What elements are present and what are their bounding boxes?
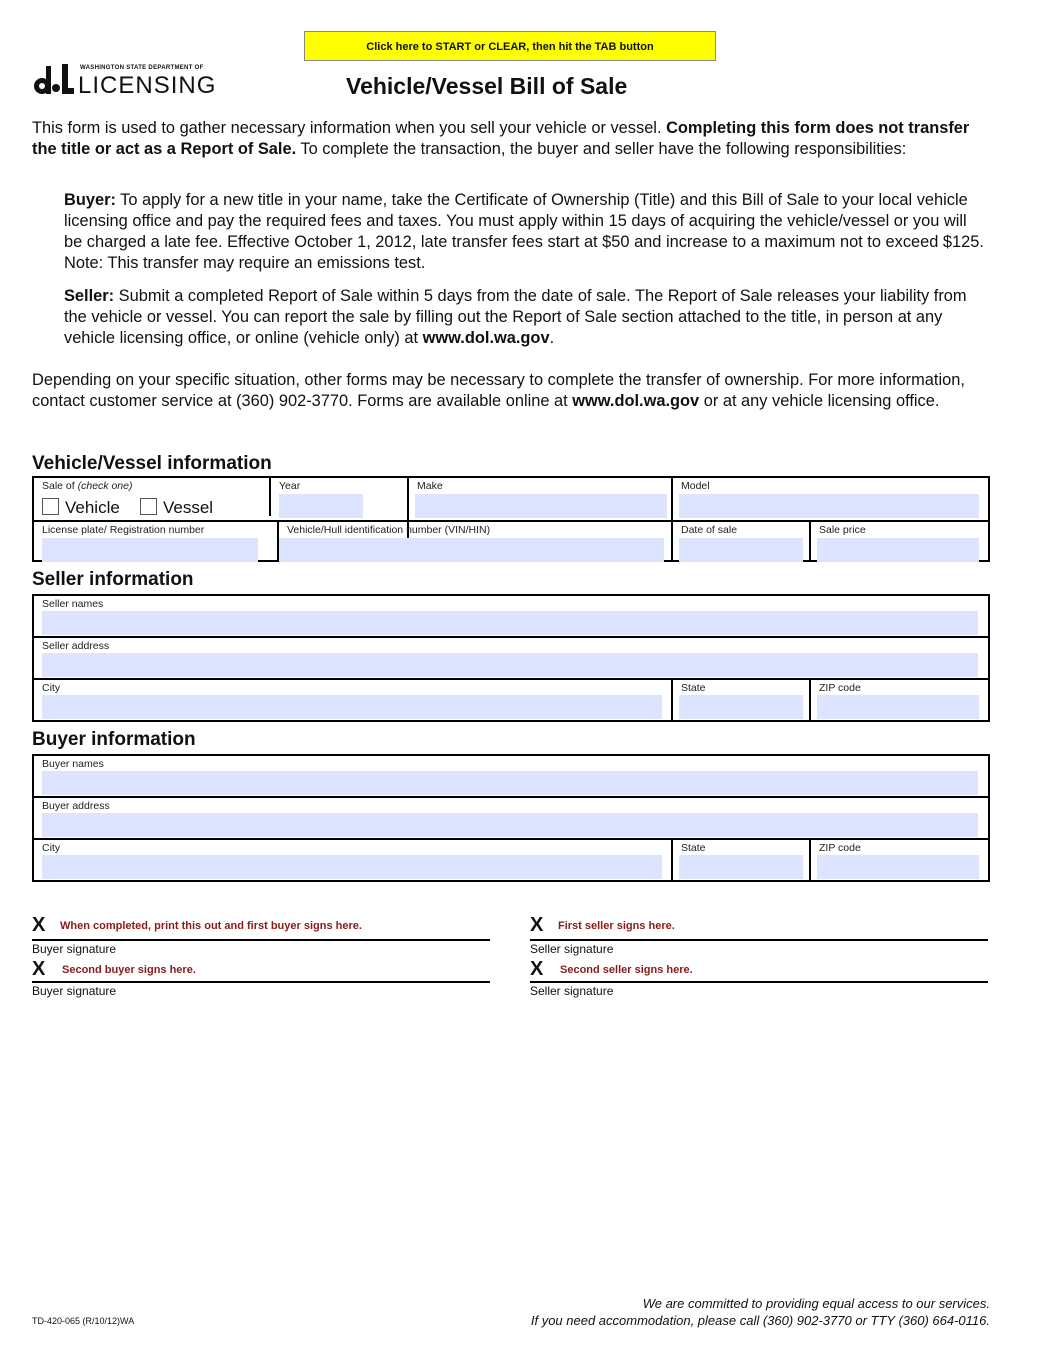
seller-zip-label: ZIP code (819, 682, 861, 694)
buyer-city-input[interactable] (42, 855, 662, 879)
seller-resp-url: www.dol.wa.gov (422, 329, 550, 347)
seller-zip-cell (811, 680, 988, 720)
price-input[interactable] (817, 538, 979, 562)
intro-text-1: This form is used to gather necessary information when you sell your vehicle or vessel. (32, 119, 667, 137)
buyer-resp-label: Buyer: (64, 191, 116, 209)
buyer-address-cell (34, 798, 988, 838)
vehicle-checkbox[interactable] (42, 498, 59, 515)
seller-city-input[interactable] (42, 695, 662, 719)
vin-input[interactable] (279, 538, 664, 562)
buyer-state-input[interactable] (679, 855, 803, 879)
make-cell (409, 478, 671, 520)
page-title: Vehicle/Vessel Bill of Sale (346, 73, 628, 99)
sale-of-cell (34, 478, 269, 520)
buyer-section-title: Buyer information (32, 729, 196, 750)
date-label: Date of sale (681, 524, 738, 536)
buyer-city-cell (34, 840, 671, 880)
vessel-option[interactable] (140, 498, 213, 518)
buyer-address-label: Buyer address (42, 800, 110, 812)
footer-accessibility-line-1: We are committed to providing equal access to our services. (642, 1296, 990, 1311)
buyer-names-label: Buyer names (42, 758, 104, 770)
seller-names-cell (34, 596, 988, 636)
sale-of-hint: (check one) (77, 480, 133, 492)
seller-names-input[interactable] (42, 611, 978, 635)
buyer-resp-text: To apply for a new title in your name, take the Certificate of Ownership (Title) and this Bill of Sale to your local vehicle licensing office and pay the required fees and taxes. You must apply within 15 days of acquiring the vehicle/vessel or you will be charged a late fee. Effective October 1, 2012, late transfer fees start at $50 and increase to a maximum not to exceed $125. Note: This transfer may require an emissions test. (64, 191, 984, 272)
buyer2-signature-line[interactable] (32, 981, 490, 983)
seller-state-label: State (681, 682, 706, 694)
seller-address-label: Seller address (42, 640, 110, 652)
buyer1-signature-label: Buyer signature (32, 942, 117, 956)
plate-input[interactable] (42, 538, 258, 562)
plate-cell (34, 522, 277, 560)
intro-bold-text: Completing this form does not transfer the title or act as a Report of Sale. (32, 119, 970, 158)
seller-address-input[interactable] (42, 653, 978, 677)
seller1-signature-line[interactable] (530, 939, 988, 941)
make-input[interactable] (415, 494, 667, 518)
intro-paragraph (32, 118, 972, 160)
seller2-signature-line[interactable] (530, 981, 988, 983)
buyer-names-input[interactable] (42, 771, 978, 795)
buyer-zip-input[interactable] (817, 855, 979, 879)
intro-text-2: To complete the transaction, the buyer and seller have the following responsibilities: (296, 140, 907, 158)
sale-of-label (42, 480, 132, 492)
seller-info-table (32, 594, 990, 722)
buyer-zip-cell (811, 840, 988, 880)
seller-city-label: City (42, 682, 61, 694)
seller-resp-end: . (549, 329, 555, 347)
more-info-text-2: or at any vehicle licensing office. (699, 392, 940, 410)
buyer-city-label: City (42, 842, 61, 854)
logo-licensing-text: LICENSING (78, 72, 217, 99)
buyer-state-label: State (681, 842, 706, 854)
price-label: Sale price (819, 524, 866, 536)
seller-names-label: Seller names (42, 598, 104, 610)
seller-city-cell (34, 680, 671, 720)
seller2-sign-mark: X (530, 958, 544, 980)
buyer-state-cell (673, 840, 809, 880)
sale-of-label-text: Sale of (42, 480, 78, 492)
vehicle-section-title: Vehicle/Vessel information (32, 453, 272, 474)
dol-logo (32, 62, 242, 98)
model-label: Model (681, 480, 710, 492)
vin-label: Vehicle/Hull identification number (VIN/HIN) (287, 524, 491, 536)
dol-logo-icon (32, 62, 74, 96)
year-cell (271, 478, 407, 520)
year-input[interactable] (279, 494, 363, 518)
seller2-sign-hint: Second seller signs here. (560, 964, 693, 976)
vessel-option-label: Vessel (163, 498, 214, 517)
buyer1-sign-hint: When completed, print this out and first buyer signs here. (60, 920, 362, 932)
seller-zip-input[interactable] (817, 695, 979, 719)
logo-department-text: WASHINGTON STATE DEPARTMENT OF (80, 65, 204, 71)
buyer-info-table (32, 754, 990, 882)
model-input[interactable] (679, 494, 979, 518)
date-cell (673, 522, 809, 560)
seller-section-title: Seller information (32, 569, 194, 590)
buyer-names-cell (34, 756, 988, 796)
buyer1-sign-mark: X (32, 914, 46, 936)
seller-address-cell (34, 638, 988, 678)
price-cell (811, 522, 990, 560)
seller-responsibility (64, 286, 989, 349)
seller1-sign-hint: First seller signs here. (558, 920, 675, 932)
more-info-paragraph (32, 370, 992, 412)
buyer1-signature-line[interactable] (32, 939, 490, 941)
buyer2-signature-label: Buyer signature (32, 984, 117, 998)
seller-resp-label: Seller: (64, 287, 115, 305)
more-info-url: www.dol.wa.gov (572, 392, 700, 410)
seller-state-cell (673, 680, 809, 720)
year-label: Year (279, 480, 301, 492)
buyer2-sign-mark: X (32, 958, 46, 980)
buyer-zip-label: ZIP code (819, 842, 861, 854)
more-info-text-1: Depending on your specific situation, other forms may be necessary to complete the transfer of ownership. For more information, contact customer service at (360) 902-3770. Forms are available online at (32, 371, 965, 410)
seller1-signature-label: Seller signature (530, 942, 614, 956)
vehicle-info-table (32, 476, 990, 562)
vehicle-option[interactable] (42, 498, 120, 518)
start-clear-button[interactable]: Click here to START or CLEAR, then hit the TAB button (304, 31, 716, 61)
make-label: Make (417, 480, 443, 492)
seller2-signature-label: Seller signature (530, 984, 614, 998)
seller1-sign-mark: X (530, 914, 544, 936)
seller-state-input[interactable] (679, 695, 803, 719)
buyer2-sign-hint: Second buyer signs here. (62, 964, 196, 976)
form-number: TD-420-065 (R/10/12)WA (32, 1316, 135, 1326)
date-input[interactable] (679, 538, 803, 562)
footer-accessibility-line-2: If you need accommodation, please call (360) 902-3770 or TTY (360) 664-0116. (530, 1313, 990, 1328)
plate-label: License plate/ Registration number (42, 524, 205, 536)
vessel-checkbox[interactable] (140, 498, 157, 515)
vin-cell (279, 522, 671, 560)
buyer-address-input[interactable] (42, 813, 978, 837)
vehicle-option-label: Vehicle (65, 498, 120, 517)
seller-resp-text: Submit a completed Report of Sale within 5 days from the date of sale. The Report of Sale releases your liability from the vehicle or vessel. You can report the sale by filling out the Report of Sale section attached to the title, in person at any vehicle licensing office, or online (vehicle only) at (64, 287, 967, 347)
buyer-responsibility (64, 190, 989, 274)
model-cell (673, 478, 990, 520)
